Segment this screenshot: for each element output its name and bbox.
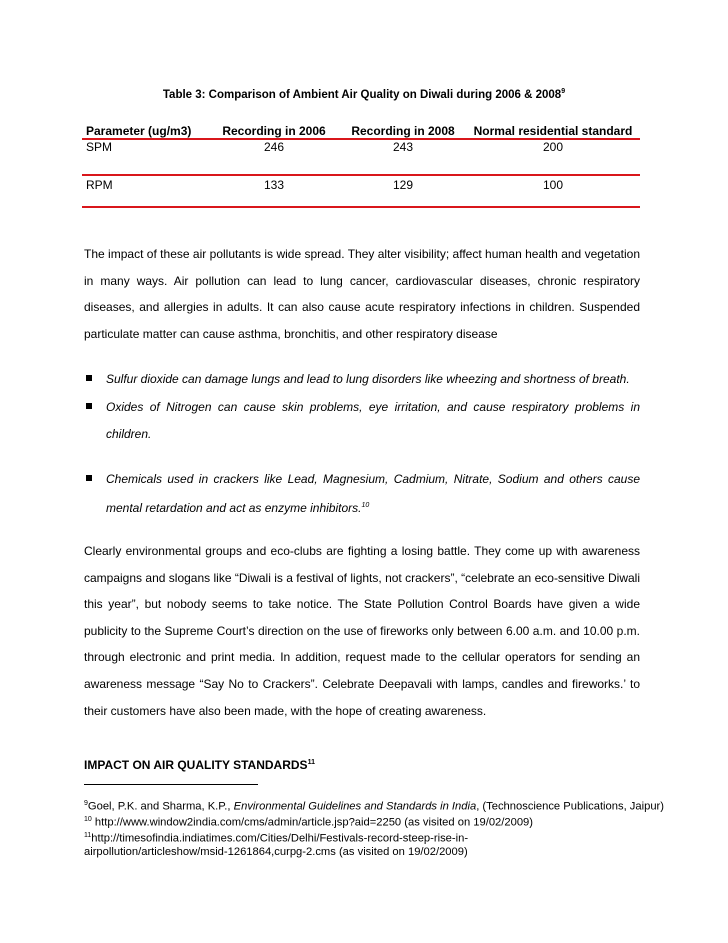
table-rule [82,206,640,208]
table-rule [82,174,640,176]
text-line: The impact of these air pollutants is wide spread. They alter visibility; affect human health and vegetation [84,247,640,261]
bullet-text: Sulfur dioxide can damage lungs and lead to lung disorders like wheezing and shortness of breath. [106,372,630,386]
footnote-ref-10[interactable]: 10 [361,501,370,509]
bullet-square-icon [86,475,92,481]
footnote-10: $^{10}$ http://www.window2india.com/cms/admin/article.jsp?aid=2250 (as visited on 19/02/2009) [84,816,534,829]
footnote-11-link[interactable]: http://timesofindia.indiatimes.com/Cities/Delhi/Festivals-record-steep-rise-in- [91,832,469,845]
paragraph-campaigns [84,538,640,724]
footnote-11-continued [84,844,468,860]
text-line: through electronic and print media. In addition, request made to the cellular operators for sending an [84,650,640,665]
header-parameter: Parameter (ug/m3) [86,124,192,138]
cell-2008: 129 [392,178,414,192]
footnote-11: $^{11}$http://timesofindia.indiatimes.com/Cities/Delhi/Festivals-record-steep-rise-in- [84,832,469,845]
header-2008: Recording in 2008 [351,124,455,138]
bullet-text: children. [106,426,152,441]
footnote-11-link-continued[interactable]: airpollution/articleshow/msid-1261864,curpg-2.cms (as visited on 19/02/2009) [84,846,468,858]
footnote-ref-9[interactable]: 9 [561,88,566,95]
text-line: awareness message “Say No to Crackers”. Celebrate Deepavali with lamps, candles and fireworks.’ to [84,676,640,691]
cell-parameter: SPM [86,140,113,154]
header-standard: Normal residential standard [473,124,633,138]
text-line: in many ways. Air pollution can lead to lung cancer, cardiovascular diseases, chronic respiratory [84,273,640,288]
cell-2006: 133 [263,178,285,192]
cell-parameter: RPM [86,178,113,192]
bullet-text: Chemicals used in crackers like Lead, Magnesium, Cadmium, Nitrate, Sodium and others cause [106,472,640,486]
text-line: publicity to the Supreme Court’s direction on the use of fireworks only between 6.00 a.m. and 10.00 p.m. [84,623,640,638]
text-line: particulate matter can cause asthma, bronchitis, and other respiratory disease [84,326,498,341]
cell-standard: 200 [542,140,564,154]
footnote-ref-11[interactable]: 11 [307,759,315,766]
bullet-square-icon [86,403,92,409]
cell-2008: 243 [392,140,414,154]
text-line: diseases, and allergies in adults. It can also cause acute respiratory infections in children. Suspended [84,300,640,315]
table-caption: Table 3: Comparison of Ambient Air Quality on Diwali during 2006 & 2008$^9$ [162,88,566,101]
bullet-text-last: mental retardation and act as enzyme inhibitors.$^{10}$ [106,500,370,515]
footnote-10-link[interactable]: http://www.window2india.com/cms/admin/article.jsp?aid=2250 (as visited on 19/02/2009) [91,816,534,829]
text-line: their customers have also been made, with the hope of creating awareness. [84,703,487,718]
cell-standard: 100 [542,178,564,192]
text-line: this year”, but nobody seems to take notice. The State Pollution Control Boards have given a wide [84,597,640,612]
bullet-text: Oxides of Nitrogen can cause skin problems, eye irritation, and cause respiratory problems in [106,400,640,414]
text-line: campaigns and slogans like “Diwali is a festival of lights, not crackers”, “celebrate an eco-sensitive Diwali [84,570,640,585]
text-line: Clearly environmental groups and eco-clubs are fighting a losing battle. They come up with awareness [84,544,640,558]
footnote-separator [84,784,258,785]
cell-2006: 246 [263,140,285,154]
paragraph-impact [84,241,640,347]
section-heading: IMPACT ON AIR QUALITY STANDARDS$^{11}$ [84,758,315,772]
footnote-9: $^9$Goel, P.K. and Sharma, K.P., Environmental Guidelines and Standards in India, (Technoscience Publications, Jaipur) [84,800,664,813]
header-2006: Recording in 2006 [222,124,326,138]
bullet-square-icon [86,375,92,381]
